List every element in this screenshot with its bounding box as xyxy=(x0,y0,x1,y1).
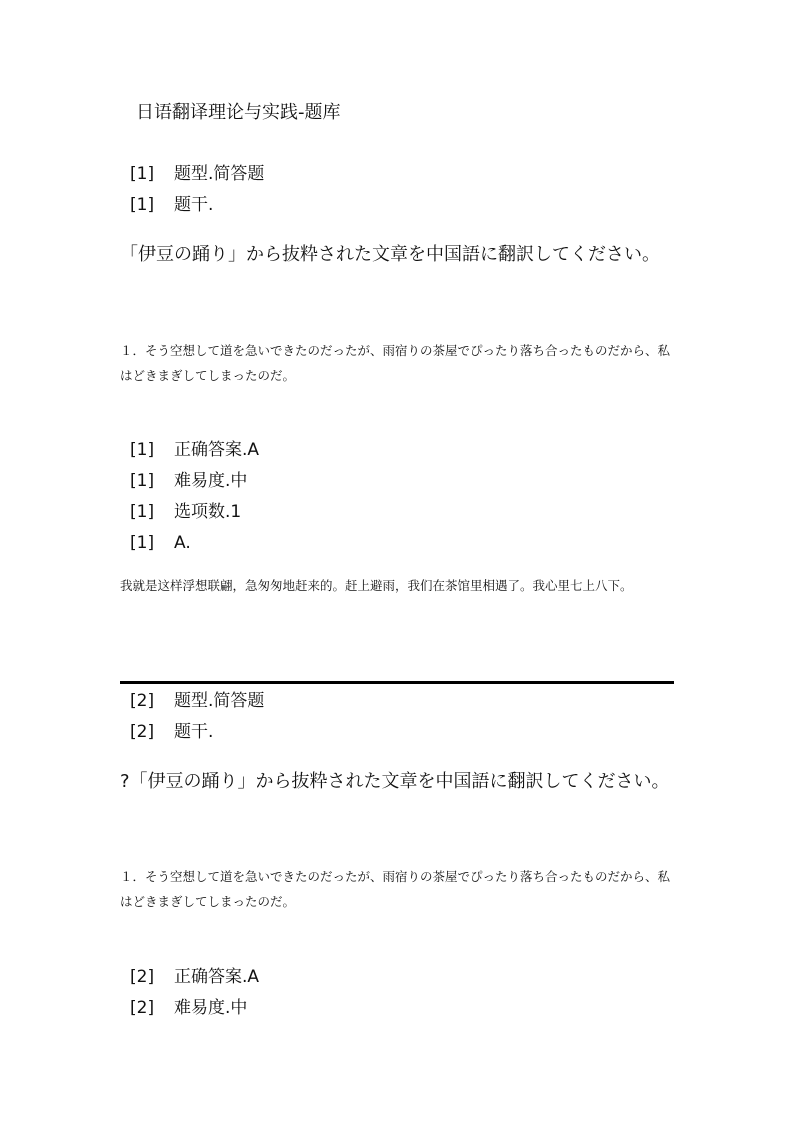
question-index: [1] xyxy=(130,471,155,491)
question-index: [1] xyxy=(130,533,155,553)
difficulty: 难易度.中 xyxy=(174,998,248,1018)
question-index: [2] xyxy=(130,998,155,1018)
question-stem-label-row xyxy=(130,720,213,744)
correct-answer-row xyxy=(130,965,259,989)
difficulty-row xyxy=(130,996,247,1020)
question-type: 题型.简答题 xyxy=(174,164,265,184)
question-index: [2] xyxy=(130,722,155,742)
correct-answer: 正确答案.A xyxy=(174,440,260,460)
option-a-text: 我就是这样浮想联翩，急匆匆地赶来的。赶上避雨，我们在茶馆里相遇了。我心里七上八下。 xyxy=(120,578,633,593)
question-index: [1] xyxy=(130,164,155,184)
difficulty-row xyxy=(130,469,247,493)
question-stem-label-row xyxy=(130,193,213,217)
option-a-label: A. xyxy=(174,533,191,553)
source-passage: １．そう空想して道を急いできたのだったが、雨宿りの茶屋でぴったり落ち合ったものだから、私はどきまぎしてしまったのだ。 xyxy=(120,869,671,909)
question-index: [2] xyxy=(130,691,155,711)
stem-label: 题干. xyxy=(174,195,214,215)
option-count-row xyxy=(130,500,241,524)
source-passage: １．そう空想して道を急いできたのだったが、雨宿りの茶屋でぴったり落ち合ったものだから、私はどきまぎしてしまったのだ。 xyxy=(120,343,671,383)
question-stem: ?「伊豆の踊り」から抜粋された文章を中国語に翻訳してください。 xyxy=(120,771,670,792)
correct-answer: 正确答案.A xyxy=(174,967,260,987)
document-title: 日语翻译理论与实践-题库 xyxy=(136,102,341,123)
option-a-row xyxy=(130,531,191,555)
correct-answer-row xyxy=(130,438,259,462)
question-divider xyxy=(120,681,674,684)
question-stem: 「伊豆の踊り」から抜粋された文章を中国語に翻訳してください。 xyxy=(120,244,660,265)
option-count: 选项数.1 xyxy=(174,502,242,522)
question-index: [1] xyxy=(130,502,155,522)
difficulty: 难易度.中 xyxy=(174,471,248,491)
question-index: [2] xyxy=(130,967,155,987)
question-index: [1] xyxy=(130,195,155,215)
question-type: 题型.简答题 xyxy=(174,691,265,711)
question-type-row xyxy=(130,162,264,186)
question-index: [1] xyxy=(130,440,155,460)
stem-label: 题干. xyxy=(174,722,214,742)
question-type-row xyxy=(130,689,264,713)
